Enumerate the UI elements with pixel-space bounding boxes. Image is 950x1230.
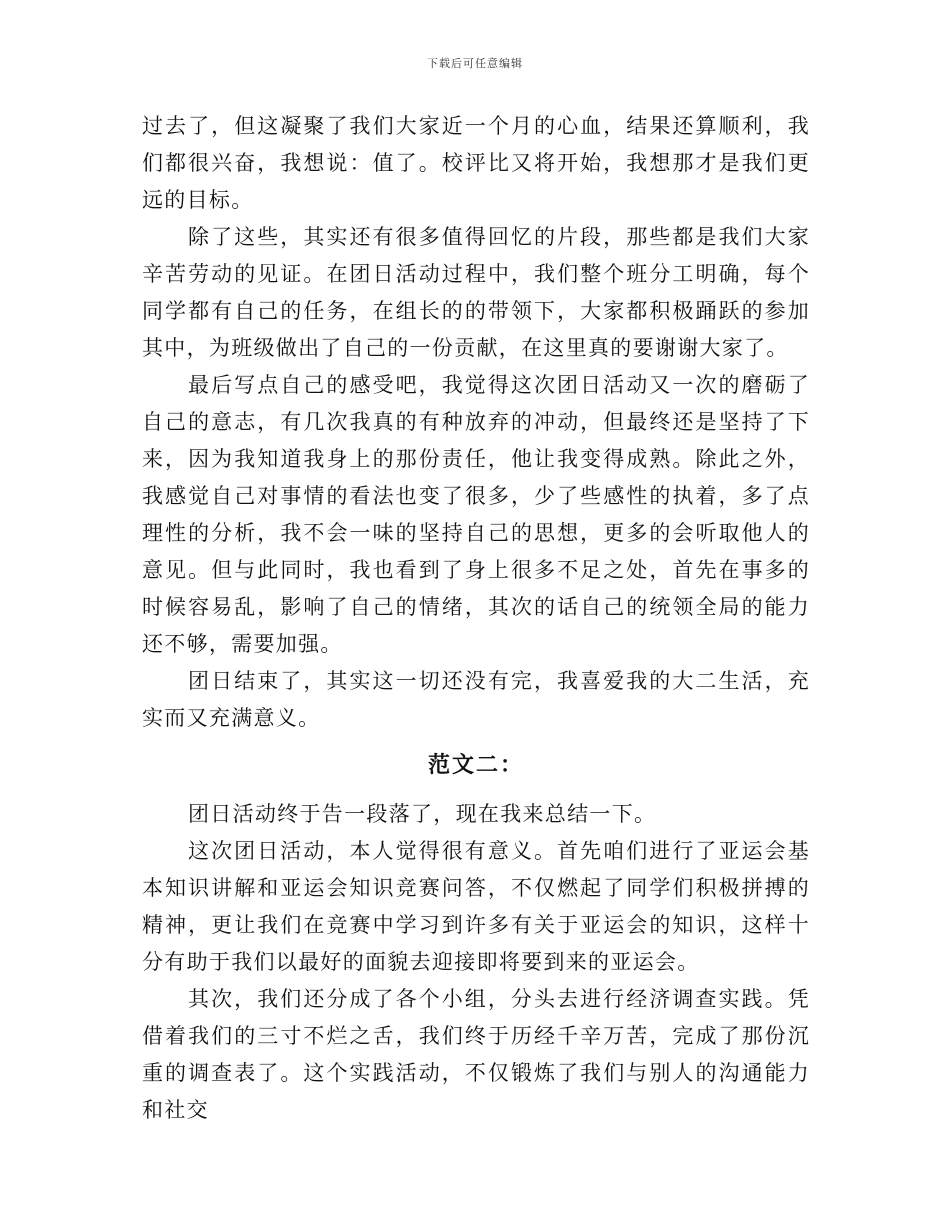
paragraph: 团日活动终于告一段落了，现在我来总结一下。 [188,802,657,826]
paragraph: 团日结束了，其实这一切还没有完，我喜爱我的大二生活，充实而又充满意义。 [142,669,810,730]
paragraph: 其次，我们还分成了各个小组，分头去进行经济调查实践。凭借着我们的三寸不烂之舌，我们终于历经千辛万苦，完成了那份沉重的调查表了。这个实践活动，不仅锻炼了我们与别人的沟通能力和社交 [142,987,810,1122]
paragraph: 最后写点自己的感受吧，我觉得这次团日活动又一次的磨砺了自己的意志，有几次我真的有种放弃的冲动，但最终还是坚持了下来，因为我知道我身上的那份责任，他让我变得成熟。除此之外，我感觉自己对事情的看法也变了很多，少了些感性的执着，多了点理性的分析，我不会一味的坚持自己的思想，更多的会听取他人的意见。但与此同时，我也看到了身上很多不足之处，首先在事多的时候容易乱，影响了自己的情绪，其次的话自己的统领全局的能力还不够，需要加强。 [142,373,810,656]
section-title: 范文二： [427,752,524,778]
paragraph: 过去了，但这凝聚了我们大家近一个月的心血，结果还算顺利，我们都很兴奋，我想说：值了。校评比又将开始，我想那才是我们更远的目标。 [142,114,810,212]
paragraph: 除了这些，其实还有很多值得回忆的片段，那些都是我们大家辛苦劳动的见证。在团日活动过程中，我们整个班分工明确，每个同学都有自己的任务，在组长的的带领下，大家都积极踊跃的参加其中，为班级做出了自己的一份贡献，在这里真的要谢谢大家了。 [142,225,810,360]
page-header: 下载后可任意编辑 [427,57,523,70]
paragraph: 这次团日活动，本人觉得很有意义。首先咱们进行了亚运会基本知识讲解和亚运会知识竞赛问答，不仅燃起了同学们积极拼搏的精神，更让我们在竞赛中学习到许多有关于亚运会的知识，这样十分有助于我们以最好的面貌去迎接即将要到来的亚运会。 [142,839,810,974]
document-body [142,108,810,1129]
